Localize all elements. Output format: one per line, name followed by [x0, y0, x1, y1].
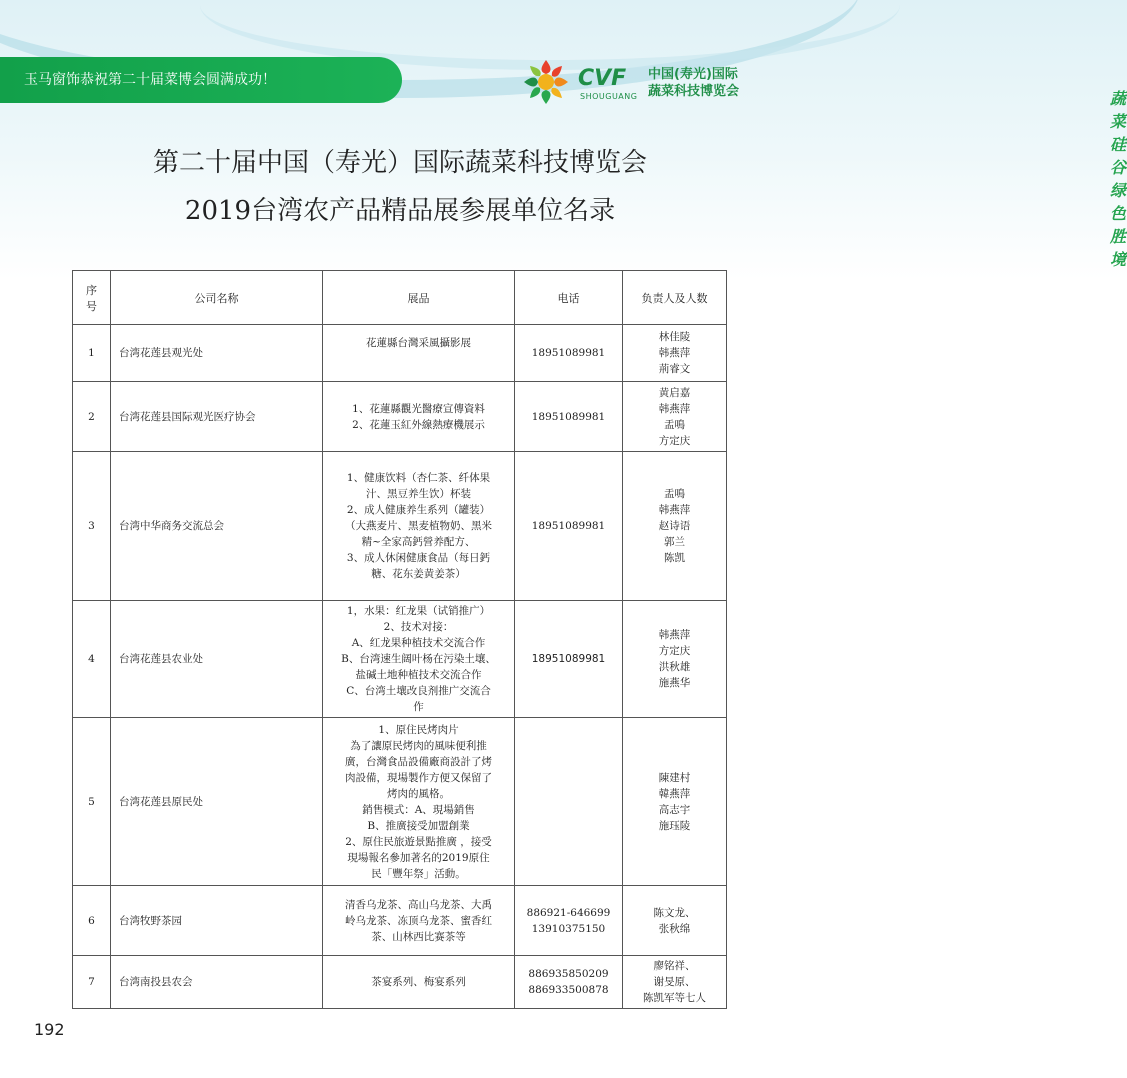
congrats-banner: 玉马窗饰恭祝第二十届菜博会圆满成功！	[0, 57, 402, 103]
product-line: 2、原住民旅遊景點推廣 ，接受	[345, 835, 492, 848]
row-products	[323, 452, 515, 601]
table-row	[73, 452, 727, 601]
person-line: 盂鳴	[664, 488, 685, 500]
product-line: 清香乌龙茶、高山乌龙茶、大禹	[345, 898, 492, 911]
person-line: 荊睿文	[658, 363, 691, 375]
product-line: 花蓮縣台灣采風攝影展	[366, 337, 471, 349]
row-company: 台湾花莲县观光处	[111, 325, 323, 382]
person-line: 廖铭祥、	[653, 960, 696, 972]
table-row	[73, 956, 727, 1009]
logo-slogan: 蔬菜硅谷 绿色胜境	[1110, 89, 1127, 269]
row-index: 1	[73, 325, 111, 382]
row-phone	[515, 382, 623, 452]
phone-line: 886935850209	[528, 968, 609, 980]
phone-line: 18951089981	[531, 347, 606, 359]
product-line: 2、技术对接：	[383, 621, 454, 633]
row-products	[323, 382, 515, 452]
product-line: （大燕麦片、黑麦植物奶、黑米	[345, 520, 492, 532]
row-persons	[623, 886, 727, 956]
header-person: 负责人及人数	[623, 271, 727, 325]
product-line: 1、原住民烤肉片	[378, 723, 459, 736]
row-persons	[623, 325, 727, 382]
row-company: 台湾南投县农会	[111, 956, 323, 1009]
logo-mark-subtitle: SHOUGUANG	[580, 92, 638, 101]
product-line: 茶宴系列、梅宴系列	[371, 976, 466, 988]
row-company: 台湾中华商务交流总会	[111, 452, 323, 601]
row-phone	[515, 956, 623, 1009]
person-line: 韩燕萍	[658, 402, 691, 415]
logo-mark-text: CVF	[578, 66, 627, 91]
logo-name-line: 中国(寿光)国际	[648, 67, 738, 82]
person-line: 施珏陵	[658, 819, 691, 832]
row-company: 台湾花莲县国际观光医疗协会	[111, 382, 323, 452]
phone-line: 886921-646699	[526, 906, 611, 919]
header-company: 公司名称	[111, 271, 323, 325]
person-line: 方定庆	[658, 434, 691, 447]
product-line: 糖、花东姜黄姜茶）	[371, 568, 466, 580]
page-subtitle: 2019台湾农产品精品展参展单位名录	[184, 196, 616, 226]
row-index: 7	[73, 956, 111, 1009]
expo-logo	[520, 42, 1127, 269]
table-row	[73, 601, 727, 718]
header-phone: 电话	[515, 271, 623, 325]
header-index	[73, 271, 111, 325]
sunflower-logo-icon	[520, 56, 572, 108]
product-line: 1，水果：红龙果（试销推广）	[346, 605, 491, 617]
person-line: 陳建村	[658, 771, 691, 784]
person-line: 洪秋雄	[658, 661, 691, 673]
product-line: C、台湾土壤改良剂推广交流合	[346, 685, 491, 697]
row-index: 3	[73, 452, 111, 601]
product-line: 2、花蓮玉紅外線熱療機展示	[352, 418, 485, 431]
row-index: 6	[73, 886, 111, 956]
page-title: 第二十届中国（寿光）国际蔬菜科技博览会	[152, 148, 647, 178]
person-line: 方定庆	[658, 645, 691, 657]
table-header-row	[73, 271, 727, 325]
exhibitor-table	[72, 270, 727, 1009]
row-company: 台湾牧野茶园	[111, 886, 323, 956]
logo-name	[648, 66, 739, 100]
table-row	[73, 325, 727, 382]
row-index: 4	[73, 601, 111, 718]
row-products	[323, 956, 515, 1009]
row-persons	[623, 601, 727, 718]
person-line: 韩燕萍	[658, 347, 691, 359]
person-line: 高志宇	[658, 803, 691, 816]
product-line: B、台湾速生阔叶杨在污染土壤、	[341, 653, 496, 665]
product-line: 1、健康饮料（杏仁茶、纤体果	[346, 472, 491, 484]
product-line: 為了讓原民烤肉的風味便利推	[350, 739, 487, 752]
product-line: 作	[413, 701, 424, 713]
header-index-line: 序	[86, 283, 97, 297]
phone-line: 18951089981	[531, 653, 606, 665]
product-line: 岭乌龙茶、冻顶乌龙茶、蜜香红	[345, 914, 492, 927]
table-row	[73, 718, 727, 886]
row-products	[323, 886, 515, 956]
product-line: 民「豐年祭」活動。	[371, 867, 466, 880]
product-line: 茶、山林西比赛茶等	[371, 930, 466, 943]
person-line: 韩燕萍	[658, 629, 691, 641]
row-company: 台湾花莲县农业处	[111, 601, 323, 718]
person-line: 陈文龙、	[653, 906, 696, 919]
row-index: 5	[73, 718, 111, 886]
person-line: 郭兰	[664, 536, 685, 548]
row-products	[323, 718, 515, 886]
row-phone	[515, 325, 623, 382]
person-line: 黄启嘉	[658, 386, 691, 399]
person-line: 陈凯军等七人	[643, 992, 706, 1004]
table-row	[73, 886, 727, 956]
page-number: 192	[34, 1020, 65, 1039]
row-products	[323, 325, 515, 382]
row-phone	[515, 452, 623, 601]
person-line: 陈凯	[664, 552, 685, 564]
row-phone	[515, 718, 623, 886]
product-line: 1、花蓮縣觀光醫療宣傳資料	[352, 402, 485, 415]
product-line: 3、成人休闲健康食品（每日鈣	[346, 552, 491, 564]
person-line: 张秋绵	[658, 922, 691, 935]
product-line: 廣，台灣食品設備廠商設計了烤	[345, 755, 492, 768]
row-phone	[515, 601, 623, 718]
phone-line: 18951089981	[531, 410, 606, 423]
row-phone	[515, 886, 623, 956]
table-row	[73, 382, 727, 452]
header-product: 展品	[323, 271, 515, 325]
row-persons	[623, 718, 727, 886]
phone-line: 18951089981	[531, 520, 606, 532]
product-line: 汁、黑豆养生饮）杯装	[366, 488, 471, 500]
person-line: 赵诗语	[658, 520, 691, 532]
row-products	[323, 601, 515, 718]
person-line: 韓燕萍	[658, 787, 691, 800]
row-persons	[623, 956, 727, 1009]
person-line: 盂鳴	[664, 418, 685, 431]
row-persons	[623, 452, 727, 601]
row-company: 台湾花莲县原民处	[111, 718, 323, 886]
product-line: 肉設備，現場製作方便又保留了	[345, 771, 492, 784]
person-line: 林佳陵	[658, 331, 691, 343]
person-line: 施燕华	[658, 677, 691, 689]
product-line: 盐碱土地种植技术交流合作	[355, 669, 482, 681]
product-line: 2、成人健康养生系列（罐装）	[346, 504, 491, 516]
row-index: 2	[73, 382, 111, 452]
phone-line: 886933500878	[528, 984, 609, 996]
person-line: 韩燕萍	[658, 504, 691, 516]
product-line: 精~全家高鈣營养配方、	[361, 536, 476, 548]
logo-name-line: 蔬菜科技博览会	[648, 84, 740, 99]
product-line: B、推廣接受加盟創業	[367, 819, 470, 832]
person-line: 谢旻原、	[653, 976, 696, 988]
row-persons	[623, 382, 727, 452]
phone-line: 13910375150	[531, 922, 606, 935]
header-index-line: 号	[86, 299, 97, 313]
product-line: A、红龙果种植技术交流合作	[351, 637, 486, 649]
product-line: 銷售模式：A、現場銷售	[362, 803, 475, 816]
product-line: 烤肉的風格。	[387, 787, 450, 800]
product-line: 現場報名參加著名的2019原住	[347, 851, 490, 864]
